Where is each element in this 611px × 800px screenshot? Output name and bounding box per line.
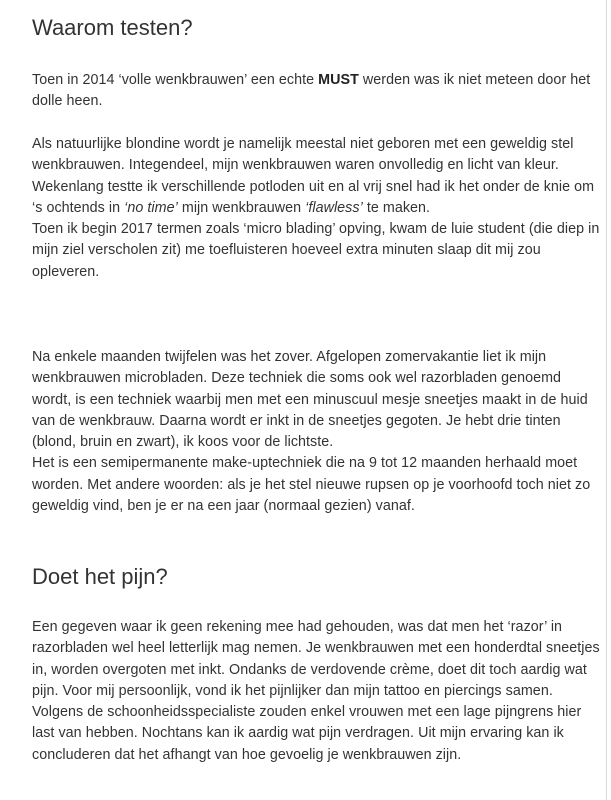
section-heading-doet-het-pijn: Doet het pijn? <box>32 564 168 589</box>
microbladen-line-1: Na enkele maanden twijfelen was het zover. Afgelopen zomervakantie liet ik mijn wenkbrauwen microbladen. Deze techniek die soms ook wel razorbladen genoemd wordt, is een techniek waarbij men met een minuscuul mesje sneetjes maakt in de huid van de wenkbrauw. Daarna wordt er inkt in de sneetjes gegoten. Je hebt drie tinten (blond, bruin en zwart), ik koos voor de lichtste. <box>32 349 588 451</box>
intro-emphasis-must: MUST <box>318 72 359 88</box>
section-heading-waarom-testen: Waarom testen? <box>32 15 193 40</box>
paragraph-microbladen <box>32 347 602 517</box>
emphasis-flawless: ‘flawless’ <box>305 199 363 216</box>
blondine-line-1: Als natuurlijke blondine wordt je namelijk meestal niet geboren met een geweldig stel wenkbrauwen. Integendeel, mijn wenkbrauwen waren onvolledig en licht van kleur. <box>32 136 574 174</box>
paragraph-blondine <box>32 134 602 283</box>
emphasis-no-time: ‘no time’ <box>124 199 178 216</box>
content-border <box>606 0 607 800</box>
paragraph-intro <box>32 70 602 113</box>
blondine-line-2c: te maken. <box>362 199 431 216</box>
paragraph-pijn: Een gegeven waar ik geen rekening mee had gehouden, was dat men het ‘razor’ in razorbladen wel heel letterlijk mag nemen. Je wenkbrauwen met een honderdtal sneetjes in, worden overgoten met inkt. Ondanks de verdovende crème, doet dit toch aardig wat pijn. Voor mij persoonlijk, vond ik het pijnlijker dan mijn tattoo en piercings samen. Volgens de schoonheidsspecialiste zouden enkel vrouwen met een lage pijngrens hier last van hebben. Nochtans kan ik aardig wat pijn verdragen. Uit mijn ervaring kan ik concluderen dat het afhangt van hoe gevoelig je wenkbrauwen zijn. <box>32 619 600 763</box>
blondine-line-2b: mijn wenkbrauwen <box>177 199 306 216</box>
intro-text-a: Toen in 2014 ‘volle wenkbrauwen’ een echte <box>32 72 319 88</box>
intro-text-b: werden was ik niet meteen door het dolle heen. <box>32 72 591 110</box>
blondine-line-3: Toen ik begin 2017 termen zoals ‘micro blading’ opving, kwam de luie student (die diep in mijn ziel verscholen zit) me toefluisteren hoeveel extra minuten slaap dit mij zou opleveren. <box>32 221 600 280</box>
blondine-line-2a: Wekenlang testte ik verschillende potloden uit en al vrij snel had ik het onder de knie om ‘s ochtends in <box>32 178 595 216</box>
microbladen-line-2: Het is een semipermanente make-uptechniek die na 9 tot 12 maanden herhaald moet worden. Met andere woorden: als je het stel nieuwe rupsen op je voorhoofd toch niet zo geweldig vind, ben je er na een jaar (normaal gezien) vanaf. <box>32 455 591 515</box>
